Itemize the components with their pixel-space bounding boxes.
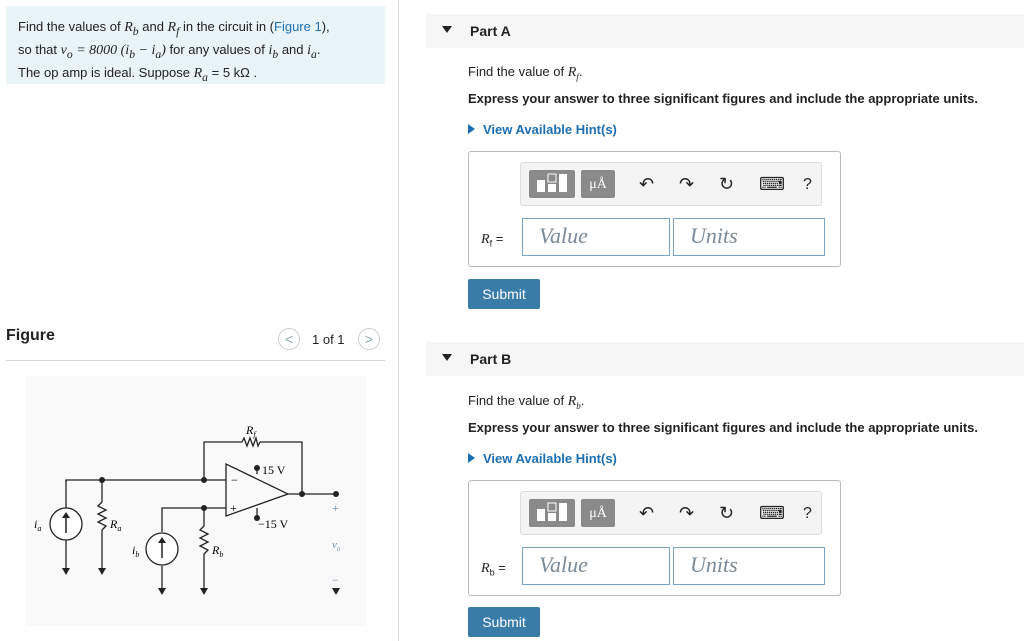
keyboard-icon[interactable]: ⌨ xyxy=(759,174,785,194)
label-vminus: −15 V xyxy=(258,517,289,531)
next-figure-button[interactable]: > xyxy=(358,328,380,350)
figure-header xyxy=(6,322,385,361)
part-b-answer-box xyxy=(468,480,841,596)
redo-icon[interactable]: ↷ xyxy=(679,174,695,194)
part-a-answer-box xyxy=(468,151,841,267)
var-ra: $R_a$ xyxy=(193,65,208,84)
part-b-header[interactable] xyxy=(426,342,1024,376)
var-ib: $i_b$ xyxy=(268,42,279,61)
left-panel xyxy=(0,0,399,641)
templates-button[interactable] xyxy=(529,170,575,198)
problem-text: = 5 kΩ . xyxy=(208,64,258,80)
var-ia: $i_a$ xyxy=(307,42,317,61)
part-b-units-input[interactable]: Units xyxy=(673,547,825,585)
problem-text: in the circuit in ( xyxy=(179,19,275,34)
units-button[interactable]: μÅ xyxy=(581,170,615,198)
templates-icon xyxy=(529,170,575,198)
circuit-svg xyxy=(26,376,366,626)
label-vo: $v_o$ xyxy=(332,539,341,553)
part-b-question: Find the value of $R_b$. xyxy=(468,393,585,411)
part-a-question: Find the value of $R_f$. xyxy=(468,64,583,82)
part-b-submit-button[interactable]: Submit xyxy=(468,607,540,637)
problem-text: and xyxy=(278,41,308,57)
undo-icon[interactable]: ↶ xyxy=(639,174,655,194)
var-rf: $R_f$ xyxy=(167,20,180,38)
part-a-label: $R_f$ = xyxy=(481,231,504,249)
opamp-plus-input: + xyxy=(230,501,237,515)
collapse-icon xyxy=(442,354,452,361)
expand-icon xyxy=(468,453,475,463)
part-a-instruction: Express your answer to three significant figures and include the appropriate units. xyxy=(468,91,978,106)
part-a-units-input[interactable]: Units xyxy=(673,218,825,256)
part-b-instruction: Express your answer to three significant figures and include the appropriate units. xyxy=(468,420,978,435)
problem-text: . xyxy=(316,41,321,57)
templates-button[interactable] xyxy=(529,499,575,527)
collapse-icon xyxy=(442,26,452,33)
redo-icon[interactable]: ↷ xyxy=(679,503,695,523)
label-ra: $R_a$ xyxy=(110,517,122,533)
part-a-toolbar xyxy=(520,162,822,206)
problem-text: ), xyxy=(321,19,330,34)
problem-text: Find the values of xyxy=(18,19,125,34)
label-vo-plus: + xyxy=(332,501,339,515)
help-icon[interactable]: ? xyxy=(803,505,812,522)
help-icon[interactable]: ? xyxy=(803,176,812,193)
keyboard-icon[interactable]: ⌨ xyxy=(759,503,785,523)
part-b-hint-link[interactable]: View Available Hint(s) xyxy=(468,451,617,466)
units-button[interactable]: μÅ xyxy=(581,499,615,527)
undo-icon[interactable]: ↶ xyxy=(639,503,655,523)
label-rb: $R_b$ xyxy=(212,543,224,559)
problem-statement xyxy=(6,6,385,84)
label-ib: $i_b$ xyxy=(132,543,140,559)
templates-icon xyxy=(529,499,575,527)
equation: $v_o = 8000$ $(i_b - i_a)$ xyxy=(60,42,166,61)
right-panel xyxy=(426,0,1024,641)
label-ia: $i_a$ xyxy=(34,517,42,533)
label-vplus: 15 V xyxy=(262,463,286,477)
opamp-minus-input: − xyxy=(231,473,238,487)
reset-icon[interactable]: ↻ xyxy=(719,503,735,523)
part-a-title: Part A xyxy=(470,23,511,39)
figure-link[interactable]: Figure 1 xyxy=(274,19,322,34)
part-a-submit-button[interactable]: Submit xyxy=(468,279,540,309)
prev-figure-button[interactable]: < xyxy=(278,328,300,350)
label-rf: $R_f$ xyxy=(246,423,256,439)
part-b-toolbar xyxy=(520,491,822,535)
reset-icon[interactable]: ↻ xyxy=(719,174,735,194)
problem-text: so that xyxy=(18,41,61,57)
part-a-value-input[interactable]: Value xyxy=(522,218,670,256)
figure-title: Figure xyxy=(6,327,55,344)
part-b-title: Part B xyxy=(470,351,512,367)
problem-text: The op amp is ideal. Suppose xyxy=(18,64,194,80)
expand-icon xyxy=(468,124,475,134)
part-a-header[interactable] xyxy=(426,14,1024,48)
var-rb: $R_b$ xyxy=(124,20,139,38)
part-b-value-input[interactable]: Value xyxy=(522,547,670,585)
circuit-diagram xyxy=(26,376,366,626)
part-b-label: $R_b$ = xyxy=(481,560,506,578)
problem-text: and xyxy=(138,19,168,34)
part-a-hint-link[interactable]: View Available Hint(s) xyxy=(468,122,617,137)
problem-text: for any values of xyxy=(165,41,269,57)
label-vo-minus: − xyxy=(332,573,339,587)
figure-pager: 1 of 1 xyxy=(312,332,345,347)
